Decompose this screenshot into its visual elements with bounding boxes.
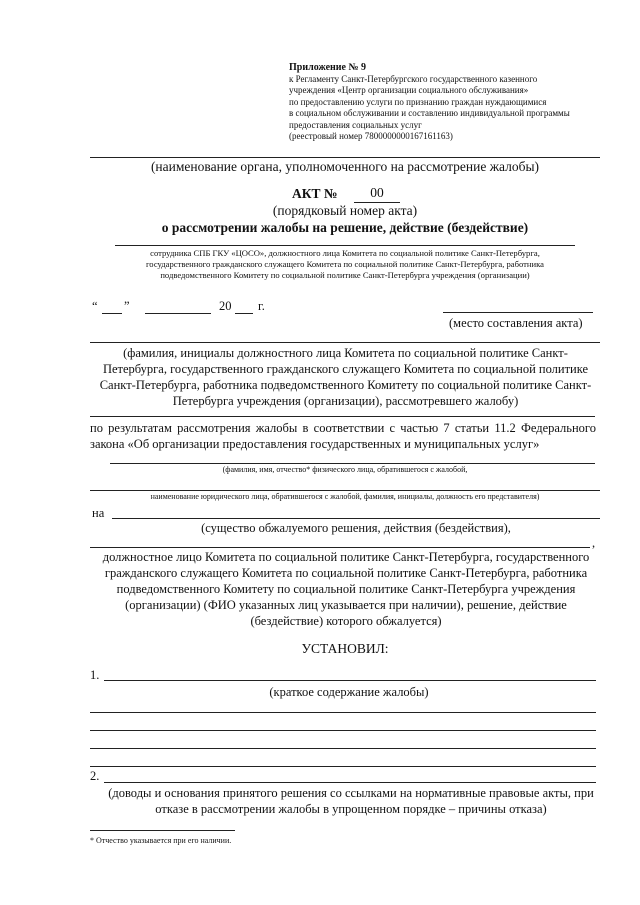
item1-extra-line [90,766,596,767]
official2-line [90,547,590,548]
place-caption: (место составления акта) [449,316,583,330]
decision-line [112,518,600,519]
act-label: АКТ № [292,186,338,201]
appendix-block [289,62,609,143]
act-number: 00 [370,185,384,200]
item1-extra-line [90,730,596,731]
date-year-prefix: 20 [219,299,232,313]
person-caption: (фамилия, имя, отчество* физического лица, обратившегося с жалобой, [222,465,468,474]
legal-caption: наименование юридического лица, обратившегося с жалобой, фамилия, инициалы, должность его представителя) [150,492,540,501]
appendix-line: предоставления социальных услуг [289,119,422,130]
official2-comma: , [592,536,596,550]
employee-caption [95,248,595,281]
results-line [90,416,595,417]
date-quote-open: “ [92,299,98,313]
place-line [443,312,593,313]
item1-caption: (краткое содержание жалобы) [269,685,429,699]
employee-caption-line: сотрудника СПБ ГКУ «ЦОСО», должностного лица Комитета по социальной политике Санкт-Петербурга, [150,248,540,258]
footnote-separator [90,830,235,831]
on-label: на [92,506,105,520]
employee-line [115,245,575,246]
appendix-line: к Регламенту Санкт-Петербургского государственного казенного [289,73,538,84]
official-caption: (фамилия, инициалы должностного лица Комитета по социальной политике Санкт-Петербурга, государственного гражданского служащего Комитета по социальной политике Санкт-Петербурга, работника подведомственного Комитету по социальной политике Санкт-Петербурга учреждения (организации), рассмотревшего жалобу) [99,346,592,408]
item1-extra-line [90,712,596,713]
decision-caption: (существо обжалуемого решения, действия (бездействия), [201,521,511,535]
act-number-caption: (порядковый номер акта) [272,203,418,218]
date-quote-close: ” [124,299,130,313]
employee-caption-line: государственного гражданского служащего Комитета по социальной политике Санкт-Петербурга, работника [146,259,544,269]
footnote: * Отчество указывается при его наличии. [90,836,232,845]
act-subject: о рассмотрении жалобы на решение, действие (бездействие) [161,220,529,235]
organ-caption: (наименование органа, уполномоченного на рассмотрение жалобы) [150,159,540,174]
date-year-suffix: г. [258,299,265,313]
date-day-line [102,313,122,314]
appendix-line: по предоставлению услуги по признанию граждан нуждающимися [289,96,547,107]
item2-line [104,782,596,783]
established-heading: УСТАНОВИЛ: [301,641,389,656]
item1-extra-line [90,748,596,749]
date-month-line [145,313,211,314]
official-line [90,342,600,343]
item1-label: 1. [90,668,100,682]
official2-caption: должностное лицо Комитета по социальной политике Санкт-Петербурга, государственного гражданского служащего Комитета по социальной политике Санкт-Петербурга, работника подведомственного Комитету по социальной политике Санкт-Петербурга учреждения (организации) (ФИО указанных лиц указывается при наличии), решение, действие (бездействие) которого обжалуется) [102,550,590,628]
item1-line [104,680,596,681]
legal-line [90,490,600,491]
person-line [110,463,595,464]
appendix-line: в социальном обслуживании и составлению индивидуальной программы [289,108,570,118]
employee-caption-line: подведомственного Комитету по социальной политике Санкт-Петербурга учреждения (организации) [160,270,530,280]
results-text: по результатам рассмотрения жалобы в соответствии с частью 7 статьи 11.2 Федерального закона «Об организации предоставления государственных и муниципальных услуг» [90,421,596,451]
item2-caption: (доводы и основания принятого решения со ссылками на нормативные правовые акты, при отказе в рассмотрении жалобы в упрощенном порядке – причины отказа) [108,786,594,816]
organ-line [90,157,600,158]
date-year-line [235,313,253,314]
appendix-line: учреждения «Центр организации социального обслуживания» [289,85,529,95]
appendix-line: (реестровый номер 7800000000167161163) [289,131,453,141]
item2-label: 2. [90,769,100,783]
appendix-title: Приложение № 9 [289,62,367,73]
